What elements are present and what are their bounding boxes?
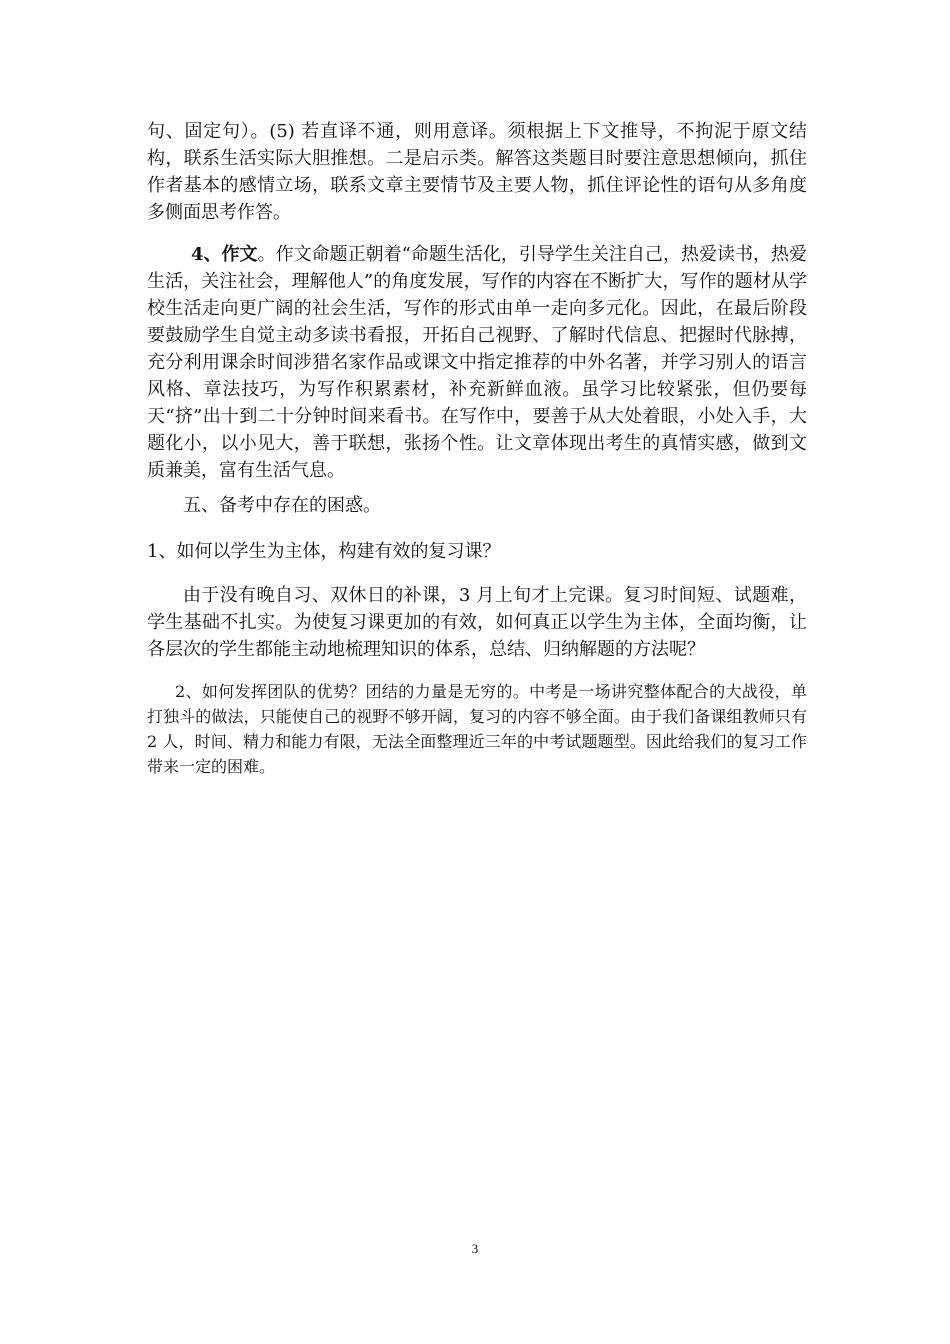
question-heading-1: 1、如何以学生为主体，构建有效的复习课？: [147, 541, 501, 562]
paragraph-composition: [147, 241, 807, 484]
composition-heading: 4、作文: [191, 244, 258, 265]
section-heading-confusions: 五、备考中存在的困惑。: [183, 495, 381, 516]
paragraph-translation-tips: 句、固定句）。(5) 若直译不通，则用意译。须根据上下文推导，不拘泥于原文结构，联系生活实际大胆推想。二是启示类。解答这类题目时要注意思想倾向，抓住作者基本的感情立场，联系文章主要情节及主要人物，抓住评论性的语句从多角度多侧面思考作答。: [147, 121, 807, 223]
composition-body: 。作文命题正朝着“命题生活化，引导学生关注自己，热爱读书，热爱生活，关注社会，理解他人”的角度发展，写作的内容在不断扩大，写作的题材从学校生活走向更广阔的社会生活，写作的形式由单一走向多元化。因此，在最后阶段要鼓励学生自觉主动多读书看报，开拓自己视野、了解时代信息、把握时代脉搏，充分利用课余时间涉猎名家作品或课文中指定推荐的中外名著，并学习别人的语言风格、章法技巧，为写作积累素材，补充新鲜血液。虽学习比较紧张，但仍要每天“挤”出十到二十分钟时间来看书。在写作中，要善于从大处着眼，小处入手，大题化小，以小见大，善于联想，张扬个性。让文章体现出考生的真情实感，做到文质兼美，富有生活气息。: [147, 244, 807, 481]
page-number: 3: [471, 1241, 479, 1256]
paragraph-question-2: 2、如何发挥团队的优势？团结的力量是无穷的。中考是一场讲究整体配合的大战役，单打独斗的做法，只能使自己的视野不够开阔，复习的内容不够全面。由于我们备课组教师只有 2 人，时间、精力和能力有限，无法全面整理近三年的中考试题题型。因此给我们的复习工作带来一定的困难。: [147, 682, 807, 776]
paragraph-question-1: 由于没有晚自习、双休日的补课，3 月上旬才上完课。复习时间短、试题难，学生基础不扎实。为使复习课更加的有效，如何真正以学生为主体，全面均衡，让各层次的学生都能主动地梳理知识的体系，总结、归纳解题的方法呢？: [147, 585, 807, 660]
